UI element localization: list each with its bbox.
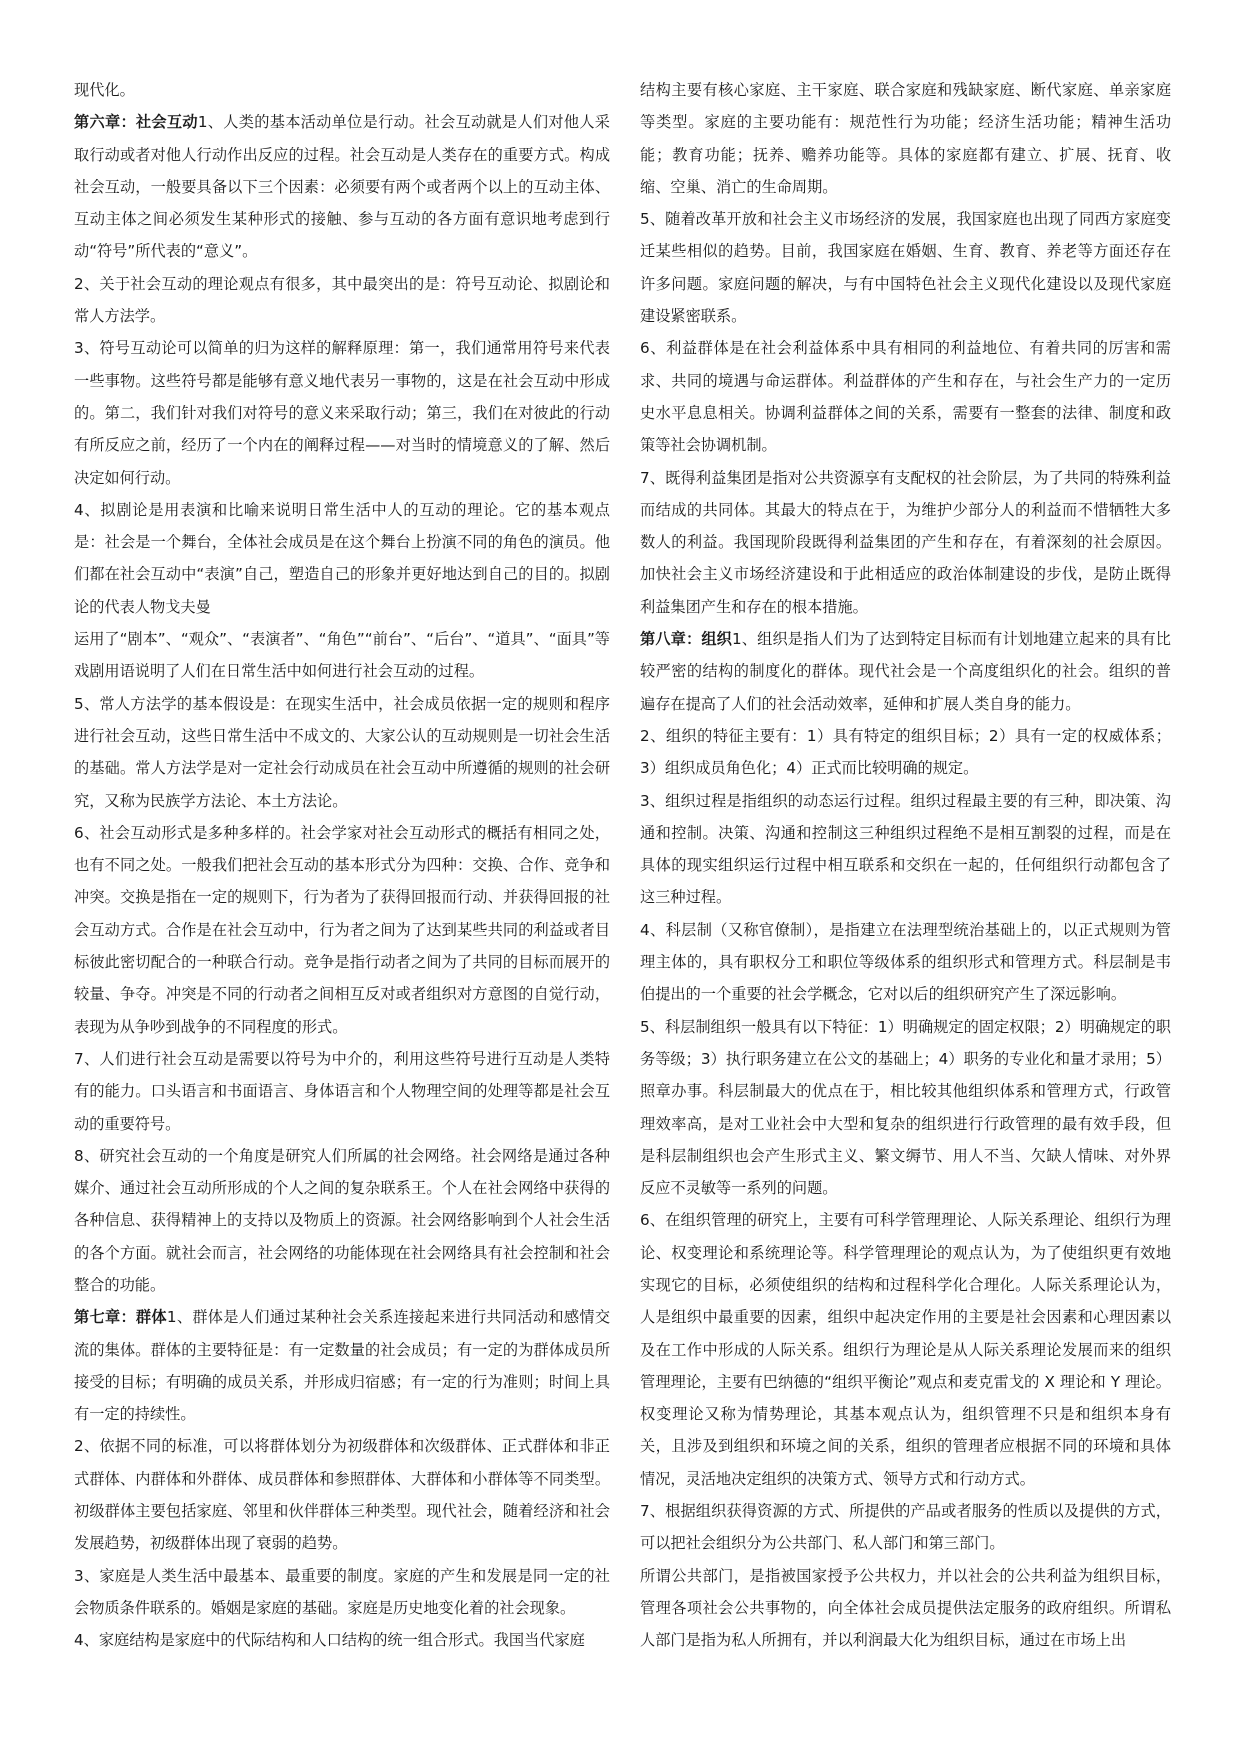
paragraph: 6、社会互动形式是多种多样的。社会学家对社会互动形式的概括有相同之处，也有不同之处。一般我们把社会互动的基本形式分为四种：交换、合作、竞争和冲突。交换是指在一定的规则下，行为者为了获得回报而行动、并获得回报的社会互动方式。合作是在社会互动中，行为者之间为了达到某些共同的利益或者目标彼此密切配合的一种联合行动。竞争是指行动者之间为了共同的目标而展开的较量、争夺。冲突是不同的行动者之间相互反对或者组织对方意图的自觉行动，表现为从争吵到战争的不同程度的形式。 [74,823,610,1036]
paragraph: 4、拟剧论是用表演和比喻来说明日常生活中人的互动的理论。它的基本观点是：社会是一个舞台，全体社会成员是在这个舞台上扮演不同的角色的演员。他们都在社会互动中“表演”自己，塑造自己的形象并更好地达到自己的目的。拟剧论的代表人物戈夫曼 [74,500,610,616]
paragraph: 2、关于社会互动的理论观点有很多，其中最突出的是：符号互动论、拟剧论和常人方法学。 [74,274,610,326]
chapter-heading: 第六章：社会互动 [74,113,198,132]
paragraph: 3、符号互动论可以简单的归为这样的解释原理：第一，我们通常用符号来代表一些事物。这些符号都是能够有意义地代表另一事物的，这是在社会互动中形成的。第二，我们针对我们对符号的意义来采取行动；第三，我们在对彼此的行动有所反应之前，经历了一个内在的阐释过程——对当时的情境意义的了解、然后决定如何行动。 [74,339,610,487]
paragraph: 8、研究社会互动的一个角度是研究人们所属的社会网络。社会网络是通过各种媒介、通过社会互动所形成的个人之间的复杂联系王。个人在社会网络中获得的各种信息、获得精神上的支持以及物质上的资源。社会网络影响到个人社会生活的各个方面。就社会而言，社会网络的功能体现在社会网络具有社会控制和社会整合的功能。 [74,1146,610,1294]
paragraph: 5、常人方法学的基本假设是：在现实生活中，社会成员依据一定的规则和程序进行社会互动，这些日常生活中不成文的、大家公认的互动规则是一切社会生活的基础。常人方法学是对一定社会行动成员在社会互动中所遵循的规则的社会研究，又称为民族学方法论、本土方法论。 [74,694,610,810]
paragraph: 6、利益群体是在社会利益体系中具有相同的利益地位、有着共同的厉害和需求、共同的境遇与命运群体。利益群体的产生和存在，与社会生产力的一定历史水平息息相关。协调利益群体之间的关系，需要有一整套的法律、制度和政策等社会协调机制。 [640,339,1171,455]
chapter-heading: 第七章：群体 [74,1308,167,1327]
paragraph: 5、随着改革开放和社会主义市场经济的发展，我国家庭也出现了同西方家庭变迁某些相似的趋势。目前，我国家庭在婚姻、生育、教育、养老等方面还存在许多问题。家庭问题的解决，与有中国特色社会主义现代化建设以及现代家庭建设紧密联系。 [640,210,1171,326]
chapter-heading: 第八章：组织 [640,630,732,649]
paragraph: 4、家庭结构是家庭中的代际结构和人口结构的统一组合形式。我国当代家庭 [74,1631,585,1650]
paragraph: 7、既得利益集团是指对公共资源享有支配权的社会阶层，为了共同的特殊利益而结成的共同体。其最大的特点在于，为维护少部分人的利益而不惜牺牲大多数人的利益。我国现阶段既得利益集团的产生和存在，有着深刻的社会原因。加快社会主义市场经济建设和于此相适应的政治体制建设的步伐，是防止既得利益集团产生和存在的根本措施。 [640,468,1171,616]
paragraph: 结构主要有核心家庭、主干家庭、联合家庭和残缺家庭、断代家庭、单亲家庭等类型。家庭的主要功能有：规范性行为功能；经济生活功能；精神生活功能；教育功能；抚养、赡养功能等。具体的家庭都有建立、扩展、抚育、收缩、空巢、消亡的生命周期。 [640,81,1171,196]
paragraph: 3、家庭是人类生活中最基本、最重要的制度。家庭的产生和发展是同一定的社会物质条件联系的。婚姻是家庭的基础。家庭是历史地变化着的社会现象。 [74,1566,610,1617]
paragraph: 3、组织过程是指组织的动态运行过程。组织过程最主要的有三种，即决策、沟通和控制。决策、沟通和控制这三种组织过程绝不是相互割裂的过程，而是在具体的现实组织运行过程中相互联系和交织在一起的，任何组织行动都包含了这三种过程。 [640,791,1171,907]
paragraph: 5、科层制组织一般具有以下特征：1）明确规定的固定权限；2）明确规定的职务等级；3）执行职务建立在公文的基础上；4）职务的专业化和量才录用；5）照章办事。科层制最大的优点在于，相比较其他组织体系和管理方式，行政管理效率高，是对工业社会中大型和复杂的组织进行行政管理的最有效手段，但是科层制组织也会产生形式主义、繁文缛节、用人不当、欠缺人情味、对外界反应不灵敏等一系列的问题。 [640,1017,1171,1198]
paragraph: 第七章：群体1、群体是人们通过某种社会关系连接起来进行共同活动和感情交流的集体。群体的主要特征是：有一定数量的社会成员；有一定的为群体成员所接受的目标；有明确的成员关系，并形成归宿感；有一定的行为准则；时间上具有一定的持续性。 [74,1308,611,1424]
paragraph: 2、组织的特征主要有：1）具有特定的组织目标；2）具有一定的权威体系；3）组织成员角色化；4）正式而比较明确的规定。 [640,726,1171,778]
paragraph: 现代化。 [74,81,135,99]
left-column [74,74,610,1657]
paragraph: 所谓公共部门，是指被国家授予公共权力，并以社会的公共利益为组织目标，管理各项社会公共事物的，向全体社会成员提供法定服务的政府组织。所谓私人部门是指为私人所拥有，并以利润最大化为组织目标，通过在市场上出 [640,1566,1171,1650]
paragraph: 7、根据组织获得资源的方式、所提供的产品或者服务的性质以及提供的方式，可以把社会组织分为公共部门、私人部门和第三部门。 [640,1502,1171,1553]
paragraph: 第六章：社会互动1、人类的基本活动单位是行动。社会互动就是人们对他人采取行动或者对他人行动作出反应的过程。社会互动是人类存在的重要方式。构成社会互动，一般要具备以下三个因素：必须要有两个或者两个以上的互动主体、互动主体之间必须发生某种形式的接触、参与互动的各方面有意识地考虑到行动“符号”所代表的“意义”。 [74,113,610,261]
paragraph: 4、科层制（又称官僚制），是指建立在法理型统治基础上的，以正式规则为管理主体的，具有职权分工和职位等级体系的组织形式和管理方式。科层制是韦伯提出的一个重要的社会学概念，它对以后的组织研究产生了深远影响。 [640,920,1171,1004]
paragraph: 6、在组织管理的研究上，主要有可科学管理理论、人际关系理论、组织行为理论、权变理论和系统理论等。科学管理理论的观点认为，为了使组织更有效地实现它的目标，必须使组织的结构和过程科学化合理化。人际关系理论认为，人是组织中最重要的因素，组织中起决定作用的主要是社会因素和心理因素以及在工作中形成的人际关系。组织行为理论是从人际关系理论发展而来的组织管理理论，主要有巴纳德的“组织平衡论”观点和麦克雷戈的 X 理论和 Y 理论。权变理论又称为情势理论，其基本观点认为，组织管理不只是和组织本身有关，且涉及到组织和环境之间的关系，组织的管理者应根据不同的环境和具体情况，灵活地决定组织的决策方式、领导方式和行动方式。 [640,1211,1171,1488]
paragraph: 7、人们进行社会互动是需要以符号为中介的，利用这些符号进行互动是人类特有的能力。口头语言和书面语言、身体语言和个人物理空间的处理等都是社会互动的重要符号。 [74,1049,610,1133]
right-column [640,74,1171,1657]
paragraph: 2、依据不同的标准，可以将群体划分为初级群体和次级群体、正式群体和非正式群体、内群体和外群体、成员群体和参照群体、大群体和小群体等不同类型。初级群体主要包括家庭、邻里和伙伴群体三种类型。现代社会，随着经济和社会发展趋势，初级群体出现了衰弱的趋势。 [74,1437,610,1553]
paragraph: 运用了“剧本”、“观众”、“表演者”、“角色”“前台”、“后台”、“道具”、“面具”等戏剧用语说明了人们在日常生活中如何进行社会互动的过程。 [74,630,610,681]
paragraph: 第八章：组织1、组织是指人们为了达到特定目标而有计划地建立起来的具有比较严密的结构的制度化的群体。现代社会是一个高度组织化的社会。组织的普遍存在提高了人们的社会活动效率，延伸和扩展人类自身的能力。 [640,630,1171,713]
